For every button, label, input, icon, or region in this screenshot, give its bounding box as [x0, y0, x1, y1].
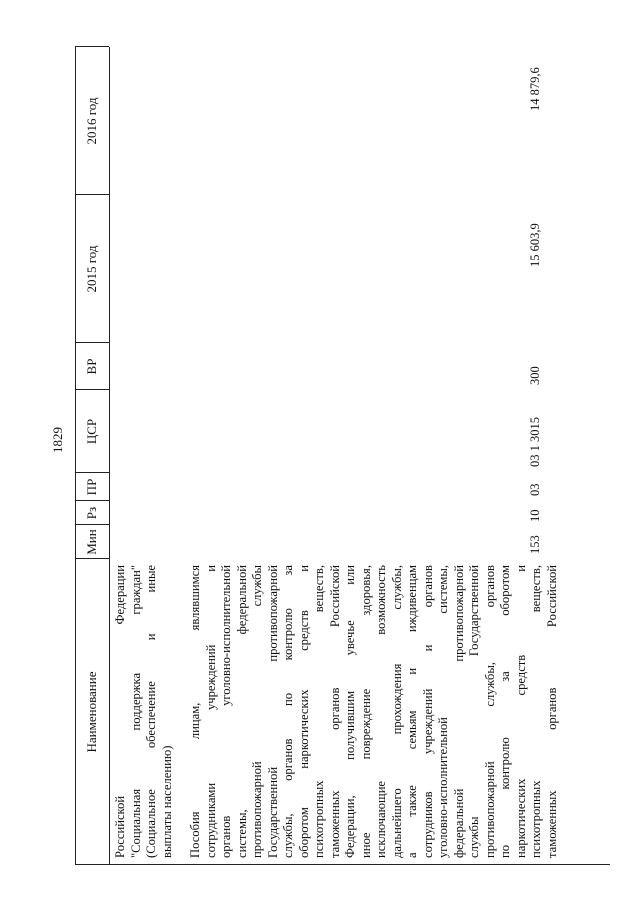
- row2-name-line: противопожарной службы: [250, 565, 264, 858]
- row2-name-line: уголовно-исполнительной системы,: [436, 565, 450, 858]
- row2-name-line: дальнейшего прохождения службы,: [389, 565, 404, 858]
- row2-name-line: системы, федеральной: [234, 565, 249, 858]
- header-min: Мин: [84, 529, 99, 555]
- row1-name-line: (Социальное обеспечение и иные: [144, 565, 158, 858]
- row2-name-line: службы, органов по контролю за: [281, 565, 295, 858]
- row2-name-line: по контролю за оборотом: [498, 565, 512, 858]
- row2-name-line: исключающие возможность: [374, 565, 388, 858]
- header-bottom-border: [109, 47, 110, 865]
- row2-name-line: службы Государственной: [467, 565, 481, 858]
- row2-name-line: органов уголовно-исполнительной: [219, 565, 233, 858]
- header-pr: ПР: [84, 478, 99, 496]
- row2-name-line: таможенных органов Российской: [327, 565, 342, 858]
- row1-name-line: "Социальная поддержка граждан": [128, 565, 143, 858]
- value-csr: 03 1 3015: [528, 417, 542, 467]
- row2-name-line: психотропных веществ,: [312, 565, 326, 858]
- row2-name-line: иное повреждение здоровья,: [358, 565, 373, 858]
- rotated-page: [50, 35, 610, 865]
- row2-name-line: оборотом наркотических средств и: [296, 565, 311, 858]
- row1-name-line: выплаты населению): [159, 745, 174, 858]
- header-2015: 2015 год: [84, 245, 99, 293]
- header-csr: ЦСР: [84, 418, 99, 445]
- row2-name-line: психотропных веществ,: [529, 565, 543, 858]
- row2-name-line: федеральной противопожарной: [451, 565, 466, 858]
- table-left-border: [75, 864, 610, 865]
- row2-name-line: сотрудников учреждений и органов: [420, 565, 435, 858]
- row2-name-line: Государственной противопожарной: [265, 565, 280, 858]
- header-2016: 2016 год: [84, 97, 99, 145]
- row2-name-line: Федерации, получившим увечье или: [343, 565, 357, 858]
- value-pr: 03: [528, 483, 542, 496]
- value-2015: 15 603,9: [528, 223, 542, 267]
- row2-name-line: сотрудниками учреждений и: [203, 565, 218, 858]
- row2-name-line: а также семьям и иждивенцам: [405, 565, 419, 858]
- row2-name-line: наркотических средств и: [513, 565, 528, 858]
- value-vr: 300: [528, 366, 542, 385]
- value-2016: 14 879,6: [528, 67, 542, 111]
- row2-name-line: таможенных органов Российской: [544, 565, 559, 858]
- value-min: 153: [528, 535, 542, 554]
- page-number: 1829: [50, 427, 65, 453]
- row1-name-line: Российской Федерации: [113, 565, 127, 858]
- value-rz: 10: [528, 509, 542, 522]
- row2-name-line: противопожарной службы, органов: [482, 565, 497, 858]
- header-rz: Рз: [84, 506, 99, 520]
- row2-name-line: Пособия лицам, являвшимся: [188, 565, 202, 858]
- header-vr: ВР: [84, 358, 99, 375]
- header-name: Наименование: [84, 671, 99, 753]
